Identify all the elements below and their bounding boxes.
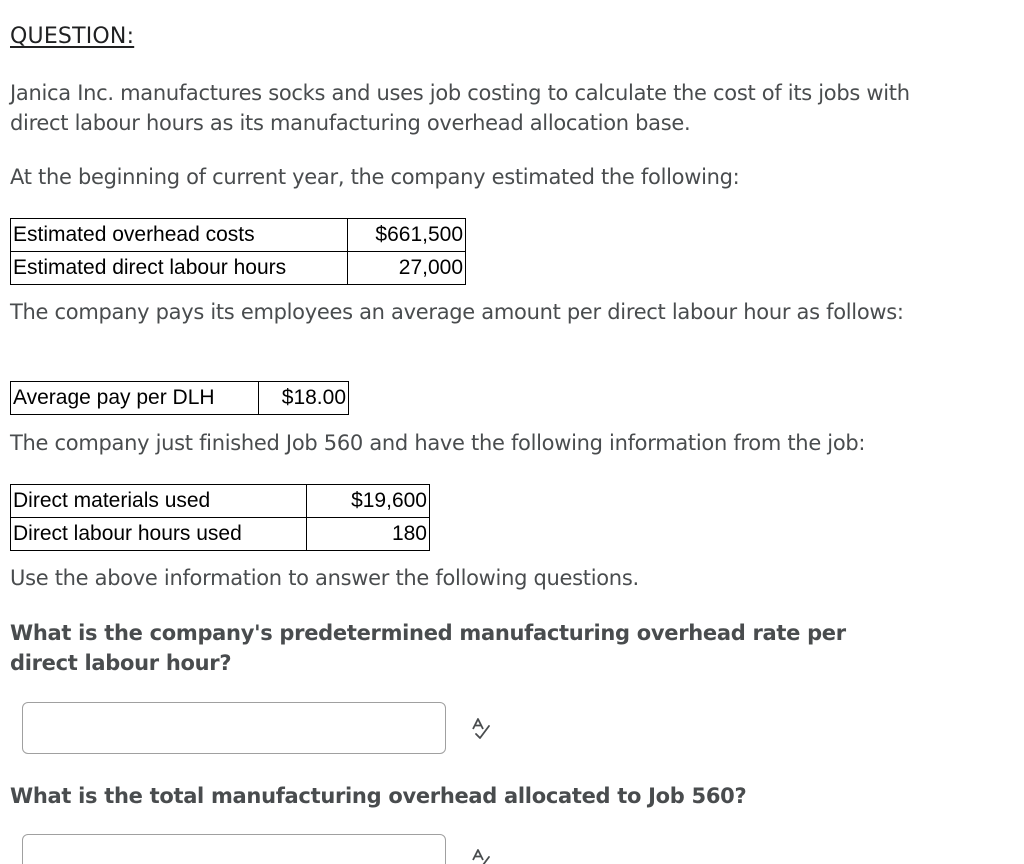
job-value: 180 [307,518,430,551]
spellcheck-icon [470,718,492,742]
job-table [10,484,430,551]
pay-value: $18.00 [259,382,349,415]
estimates-table [10,218,466,285]
spellcheck-icon[interactable] [470,849,492,864]
intro-text: Janica Inc. manufactures socks and uses job costing to calculate the cost of its jobs with direct labour hours as its manufacturing overhead allocation base. [10,81,910,135]
estimate-label: Estimated overhead costs [11,219,348,252]
estimate-label: Estimated direct labour hours [11,252,348,285]
table-row [11,518,430,551]
table-row [11,252,466,285]
question-2-text: What is the total manufacturing overhead allocated to Job 560? [10,784,747,808]
estimate-value: 27,000 [348,252,466,285]
table-row [11,219,466,252]
spellcheck-icon [470,849,492,864]
job-value: $19,600 [307,485,430,518]
table-row [11,382,349,415]
pay-table [10,381,349,415]
estimate-value: $661,500 [348,219,466,252]
question-heading: QUESTION: [10,24,135,49]
answer-1-input[interactable] [22,702,446,754]
job-intro-text: The company just finished Job 560 and have the following information from the job: [10,431,866,455]
table-row [11,485,430,518]
question-1-text: What is the company's predetermined manufacturing overhead rate per direct labour hour? [10,621,846,675]
pay-intro-text: The company pays its employees an average amount per direct labour hour as follows: [10,300,904,324]
instructions-text: Use the above information to answer the following questions. [10,566,639,590]
estimates-intro-text: At the beginning of current year, the company estimated the following: [10,165,740,189]
pay-label: Average pay per DLH [11,382,259,415]
answer-2-input[interactable] [22,834,446,864]
job-label: Direct materials used [11,485,307,518]
job-label: Direct labour hours used [11,518,307,551]
spellcheck-icon[interactable] [470,718,492,742]
